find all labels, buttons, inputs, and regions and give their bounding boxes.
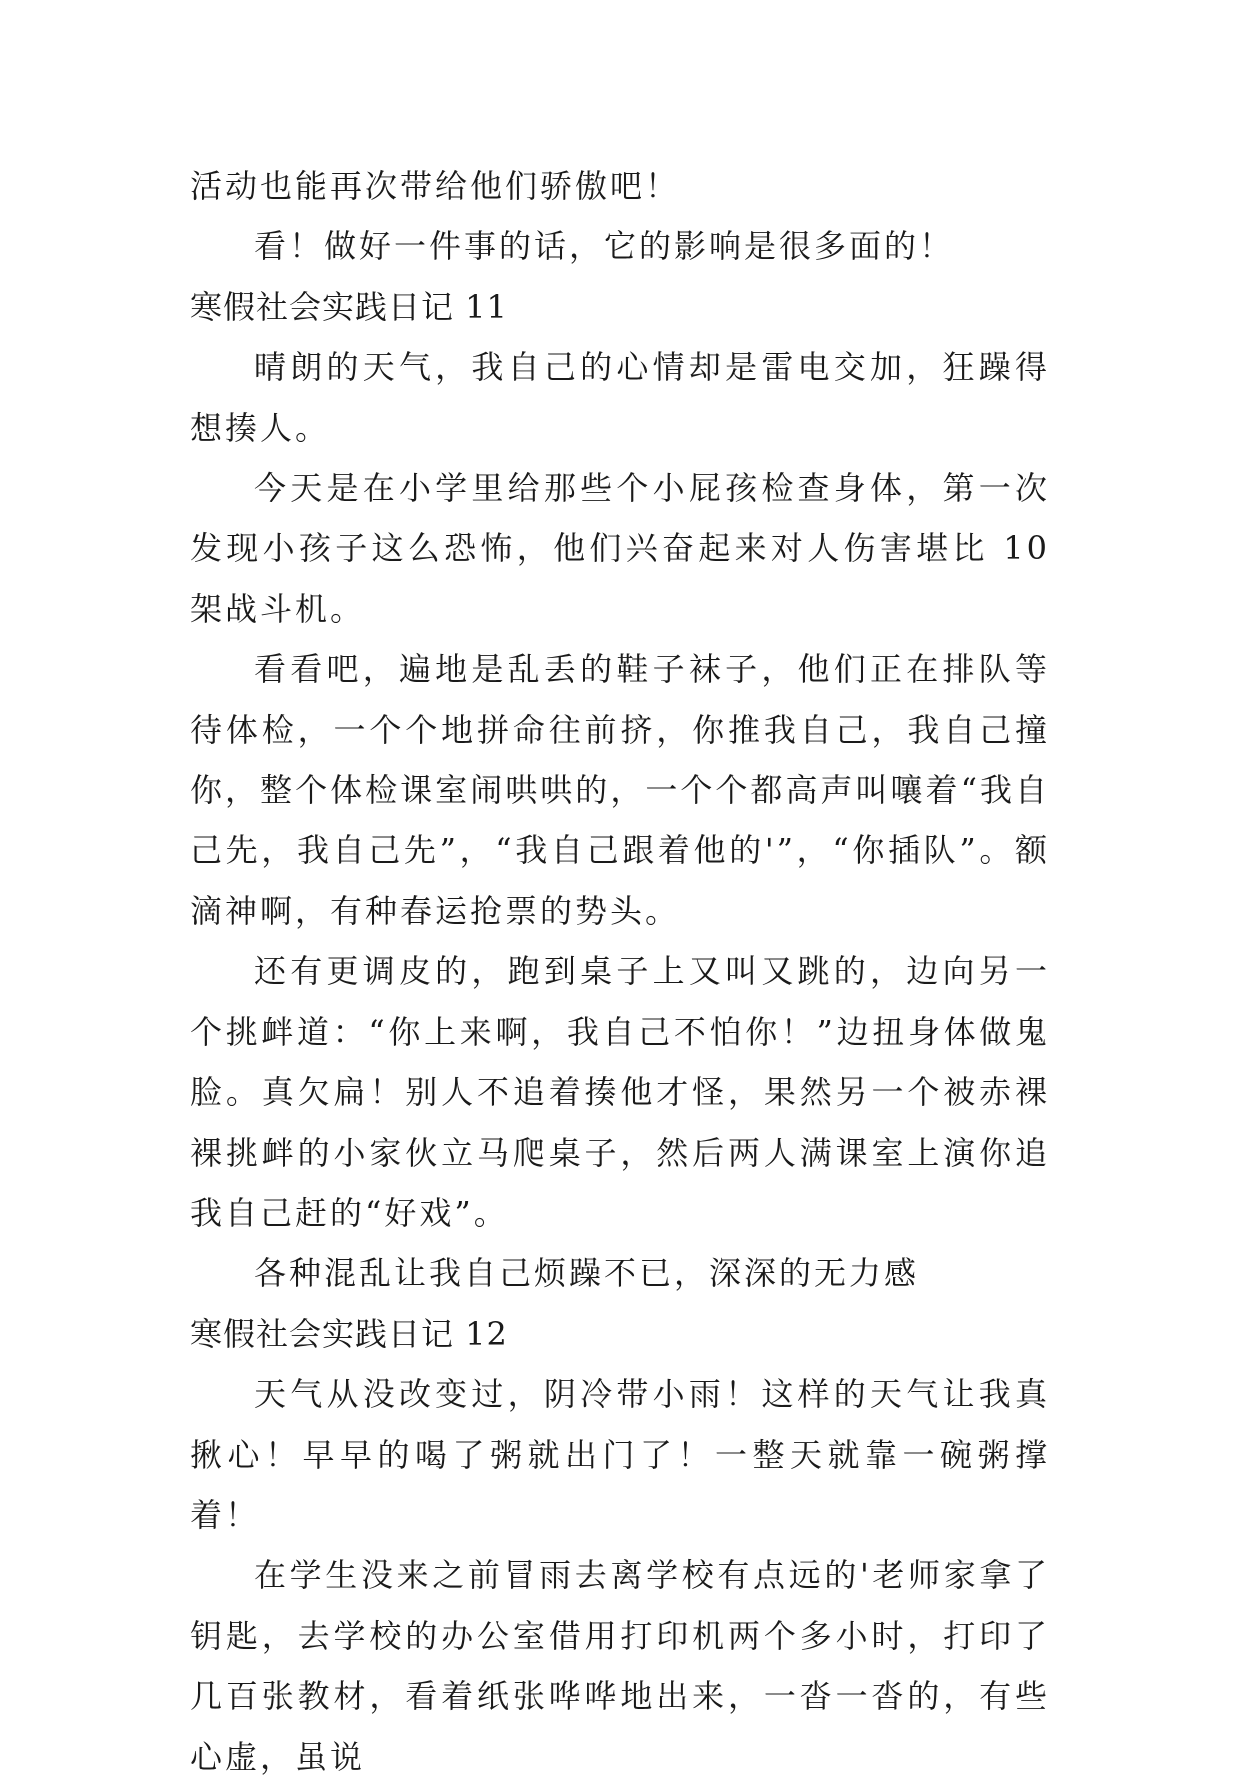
paragraph: 晴朗的天气，我自己的心情却是雷电交加，狂躁得想揍人。	[190, 348, 1050, 447]
paragraph: 今天是在小学里给那些个小屁孩检查身体，第一次发现小孩子这么恐怖，他们兴奋起来对人伤害堪比 10 架战斗机。	[190, 469, 1050, 628]
paragraph: 各种混乱让我自己烦躁不已，深深的无力感	[254, 1254, 920, 1293]
paragraph: 看看吧，遍地是乱丢的鞋子袜子，他们正在排队等待体检，一个个地拼命往前挤，你推我自己，我自己撞你，整个体检课室闹哄哄的，一个个都高声叫嚷着“我自己先，我自己先”，“我自己跟着他的'”，“你插队”。额滴神啊，有种春运抢票的势头。	[190, 650, 1050, 930]
section-heading: 寒假社会实践日记 12	[190, 1314, 508, 1353]
paragraph: 看！做好一件事的话，它的影响是很多面的！	[254, 227, 955, 266]
paragraph: 活动也能再次带给他们骄傲吧！	[190, 167, 681, 205]
paragraph: 还有更调皮的，跑到桌子上又叫又跳的，边向另一个挑衅道：“你上来啊，我自己不怕你！”边扭身体做鬼脸。真欠扁！别人不追着揍他才怪，果然另一个被赤裸裸挑衅的小家伙立马爬桌子，然后两人满课室上演你追我自己赶的“好戏”。	[190, 952, 1050, 1232]
document-body	[190, 156, 1050, 1787]
section-heading: 寒假社会实践日记 11	[190, 287, 508, 326]
paragraph: 天气从没改变过，阴冷带小雨！这样的天气让我真揪心！早早的喝了粥就出门了！一整天就靠一碗粥撑着！	[190, 1375, 1050, 1534]
paragraph: 在学生没来之前冒雨去离学校有点远的'老师家拿了钥匙，去学校的办公室借用打印机两个多小时，打印了几百张教材，看着纸张哗哗地出来，一沓一沓的，有些心虚，虽说	[190, 1556, 1050, 1776]
